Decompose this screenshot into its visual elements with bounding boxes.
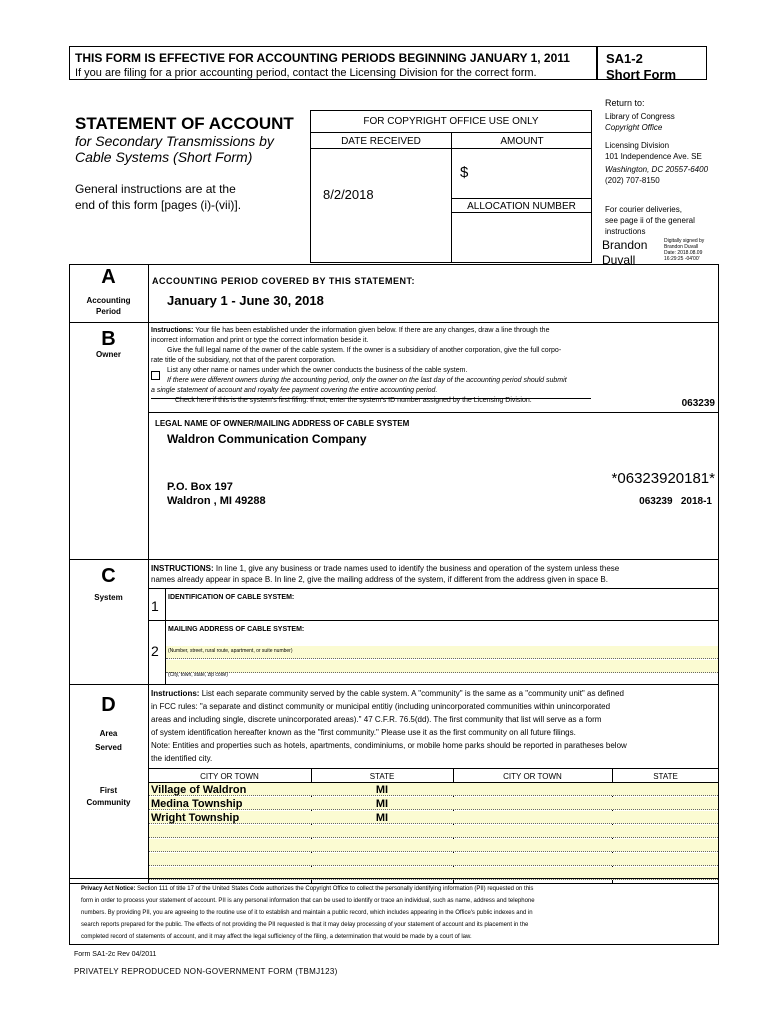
signature-first-name: Brandon xyxy=(602,238,648,252)
owner-address-2[interactable]: Waldron , MI 49288 xyxy=(167,495,266,507)
col-city2-header: CITY OR TOWN xyxy=(503,772,562,781)
section-a-label-2: Period xyxy=(96,307,121,316)
section-b-letter: B xyxy=(101,328,116,350)
form-code: SA1-2 xyxy=(606,51,643,66)
return-line-6: (202) 707-8150 xyxy=(605,176,660,185)
owner-id-code: 063239 2018-1 xyxy=(639,496,712,507)
legal-name-label: LEGAL NAME OF OWNER/MAILING ADDRESS OF CABLE SYSTEM xyxy=(155,419,410,428)
section-c-label: System xyxy=(94,593,123,602)
line-1-number: 1 xyxy=(151,598,159,614)
date-received-value[interactable]: 8/2/2018 xyxy=(323,187,374,202)
col-city-header: CITY OR TOWN xyxy=(200,772,259,781)
return-line-2: Copyright Office xyxy=(605,123,663,132)
owner-address-1[interactable]: P.O. Box 197 xyxy=(167,481,233,493)
statement-subtitle-1: for Secondary Transmissions by xyxy=(75,133,274,149)
statement-title: STATEMENT OF ACCOUNT xyxy=(75,114,294,133)
community-row[interactable] xyxy=(149,825,718,838)
community-state[interactable]: MI xyxy=(375,812,389,824)
section-a-label-1: Accounting xyxy=(86,296,131,305)
amount-label: AMOUNT xyxy=(500,136,544,147)
section-d-letter: D xyxy=(101,694,116,716)
community-city[interactable]: Medina Township xyxy=(151,798,243,810)
community-state[interactable]: MI xyxy=(375,784,389,796)
col-state2-header: STATE xyxy=(653,772,678,781)
community-city[interactable]: Village of Waldron xyxy=(151,784,247,796)
community-row[interactable] xyxy=(149,839,718,852)
reproduced-notice: PRIVATELY REPRODUCED NON-GOVERNMENT FORM (TBMJ123) xyxy=(74,967,338,976)
section-b-instructions: Instructions: Your file has been established under the information given below. If there are any changes, draw a line through the incorrect information and print or type the correct information beside it. Give the full legal name of the owner of the cable system. If the owner is a subsidiary of another corporation, give the full corpo- rate title of the subsidiary, not that of the parent corporation. List any other name or names under which the owner conducts the business of the cable system. If there were different owners during the accounting period, only the owner on the last day of the accounting period should submit a single statement of account and royalty fee payment covering the entire accounting period. Check here if this is the system's first filing. If not, enter the system's ID number assigned by the Licensing Division. xyxy=(151,327,567,404)
statement-subtitle-2: Cable Systems (Short Form) xyxy=(75,149,253,165)
allocation-label: ALLOCATION NUMBER xyxy=(467,201,576,212)
courier-line-3: instructions xyxy=(605,227,646,236)
accounting-period-heading: ACCOUNTING PERIOD COVERED BY THIS STATEMENT: xyxy=(152,276,416,286)
other-names-checkbox[interactable] xyxy=(151,371,160,380)
section-d-label-2: Served xyxy=(95,743,122,752)
city-hint: (City, town, state, zip code) xyxy=(168,672,228,678)
section-d-label-1: Area xyxy=(99,729,118,738)
form-revision: Form SA1-2c Rev 04/2011 xyxy=(74,951,157,958)
street-hint: (Number, street, rural route, apartment, or suite number) xyxy=(168,648,293,654)
return-to-label: Return to: xyxy=(605,98,645,108)
return-line-4: 101 Independence Ave. SE xyxy=(605,152,702,161)
return-line-5: Washington, DC 20557-6400 xyxy=(605,165,709,174)
general-instructions-2: end of this form [pages (i)-(vii)]. xyxy=(75,198,242,212)
barcode-text: *06323920181* xyxy=(611,470,715,487)
general-instructions-1: General instructions are at the xyxy=(75,182,236,196)
section-d-instructions: Instructions: List each separate community served by the cable system. A "community" is the same as a "community unit" as defined in FCC rules: "a separate and distinct community or municipal entitiy (including unincorporated communities within unincorporated areas and including single, discrete unincorporated areas)." 47 C.F.R. 76.5(dd). The first community that list will serve as a form of system identification hereafter known as the "first community." Please use it as the first community on all future filings. Note: Entities and properties such as hotels, apartments, condiminiums, or mobile home parks should be reported in paratheses below the identified city. xyxy=(151,689,627,763)
mailing-address-label: MAILING ADDRESS OF CABLE SYSTEM: xyxy=(168,626,305,633)
form-type: Short Form xyxy=(606,67,677,82)
privacy-notice-text: Privacy Act Notice: Section 111 of title 17 of the United States Code authorizes the Copyright Office to collect the personally identifying information (PII) requested on this form in order to process your statement of account. PII is any personal information that can be used to identify or trace an individual, such as name, address and telephone numbers. By providing PII, you are agreeing to the routine use of it to establish and maintain a public record, which includes appearing in the Office's public indexes and in search reports prepared for the public. The effects of not providing the PII requested is that it may delay processing of your statement of account and its placement in the completed record of statements of account, and it may affect the legal sufficiency of the filing, a determination that would be made by a court of law. xyxy=(81,886,535,940)
community-city[interactable]: Wright Township xyxy=(151,812,240,824)
section-a-letter: A xyxy=(101,266,116,288)
signature-last-name: Duvall xyxy=(602,253,636,267)
mailing-city-field[interactable] xyxy=(166,660,718,673)
community-state[interactable]: MI xyxy=(375,798,389,810)
section-b-label: Owner xyxy=(96,350,121,359)
courier-line-2: see page ii of the general xyxy=(605,216,695,225)
return-line-1: Library of Congress xyxy=(605,112,675,121)
section-c-instructions: INSTRUCTIONS: In line 1, give any business or trade names used to identify the business and operation of the system unless these names already appear in space B. In line 2, give the mailing address of the system, if different from the address given in space B. xyxy=(151,564,620,584)
effective-title: THIS FORM IS EFFECTIVE FOR ACCOUNTING PERIODS BEGINNING JANUARY 1, 2011 xyxy=(75,51,570,65)
line-2-number: 2 xyxy=(151,643,159,659)
first-community-label-1: First xyxy=(99,786,118,795)
accounting-period-value[interactable]: January 1 - June 30, 2018 xyxy=(167,293,324,308)
digital-signature-block: Digitally signed by Brandon Duvall Date: 2018.08.09 16:29:25 -04'00' xyxy=(664,238,705,262)
amount-dollar-sign: $ xyxy=(460,164,469,181)
owner-name[interactable]: Waldron Communication Company xyxy=(167,432,367,446)
system-id-number[interactable]: 063239 xyxy=(681,398,715,409)
first-community-label-2: Community xyxy=(86,798,131,807)
date-received-label: DATE RECEIVED xyxy=(341,136,421,147)
identification-label: IDENTIFICATION OF CABLE SYSTEM: xyxy=(168,594,295,601)
office-use-header: FOR COPYRIGHT OFFICE USE ONLY xyxy=(363,116,539,127)
col-state-header: STATE xyxy=(369,772,395,781)
courier-line-1: For courier deliveries, xyxy=(605,205,682,214)
community-row[interactable] xyxy=(149,853,718,866)
section-c-letter: C xyxy=(101,565,116,587)
return-line-3: Licensing Division xyxy=(605,141,670,150)
prior-period-note: If you are filing for a prior accounting period, contact the Licensing Division for the correct form. xyxy=(75,67,537,79)
